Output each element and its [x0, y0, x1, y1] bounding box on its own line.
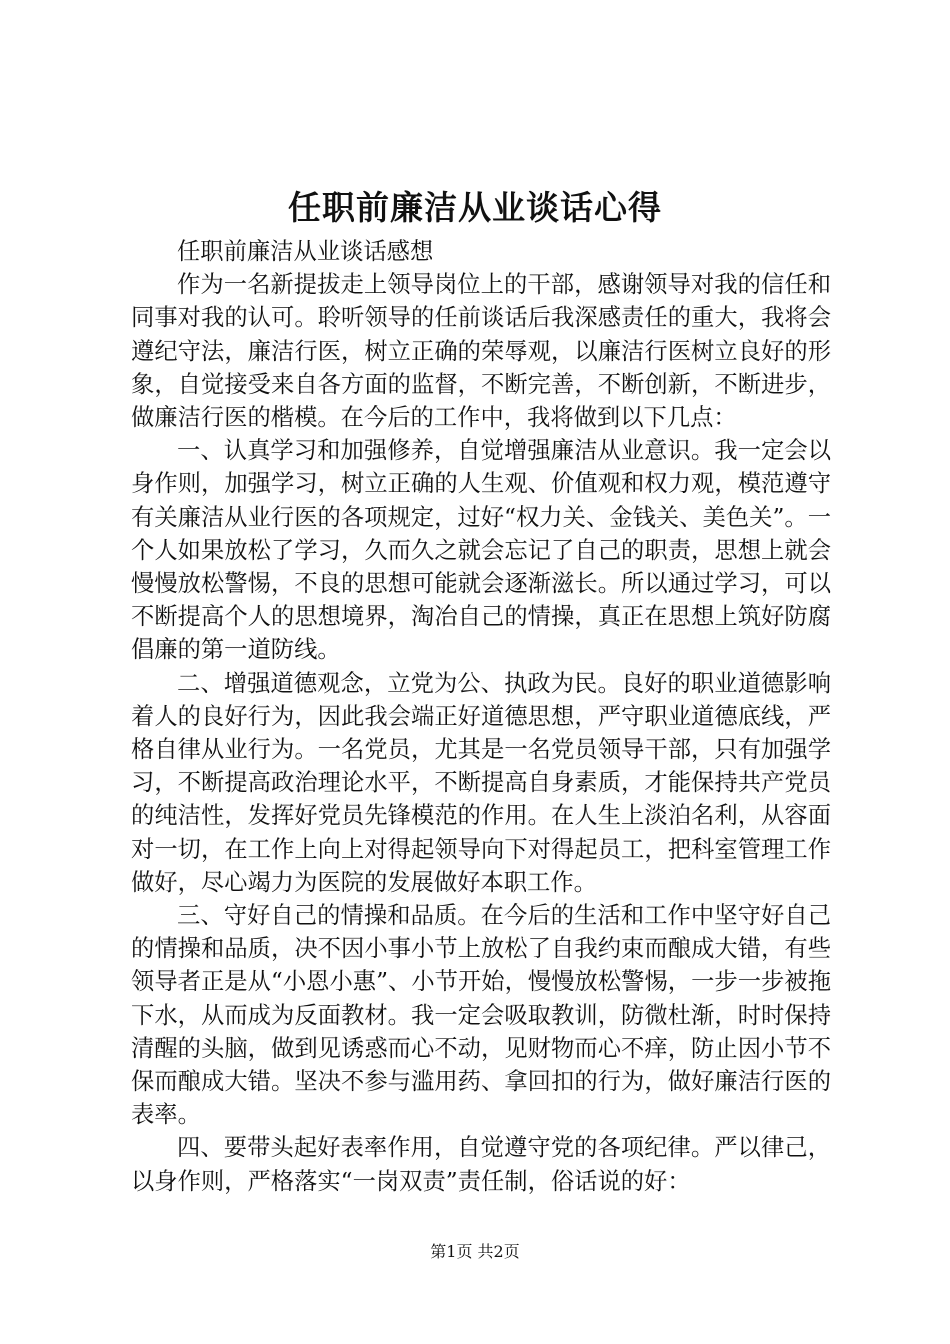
- paragraph-point-4: 四、要带头起好表率作用，自觉遵守党的各项纪律。严以律己，以身作则，严格落实“一岗双责”责任制，俗话说的好：: [131, 1134, 831, 1195]
- document-subtitle: 任职前廉洁从业谈话感想: [177, 238, 434, 265]
- document-title: 任职前廉洁从业谈话心得: [288, 188, 662, 227]
- paragraph-point-3: 三、守好自己的情操和品质。在今后的生活和工作中坚守好自己的情操和品质，决不因小事小节上放松了自我约束而酿成大错，有些领导者正是从“小恩小惠”、小节开始，慢慢放松警惕，一步一步被拖下水，从而成为反面教材。我一定会吸取教训，防微杜渐，时时保持清醒的头脑，做到见诱惑而心不动，见财物而心不痒，防止因小节不保而酿成大错。坚决不参与滥用药、拿回扣的行为，做好廉洁行医的表率。: [131, 902, 831, 1129]
- document-body: [131, 235, 831, 1198]
- page-footer: 第1页 共2页: [430, 1242, 520, 1261]
- paragraph-point-2: 二、增强道德观念，立党为公、执政为民。良好的职业道德影响着人的良好行为，因此我会端正好道德思想，严守职业道德底线，严格自律从业行为。一名党员，尤其是一名党员领导干部，只有加强学习，不断提高政治理论水平，不断提高自身素质，才能保持共产党员的纯洁性，发挥好党员先锋模范的作用。在人生上淡泊名利，从容面对一切，在工作上向上对得起领导向下对得起员工，把科室管理工作做好，尽心竭力为医院的发展做好本职工作。: [131, 669, 831, 896]
- paragraph-point-1: 一、认真学习和加强修养，自觉增强廉洁从业意识。我一定会以身作则，加强学习，树立正确的人生观、价值观和权力观，模范遵守有关廉洁从业行医的各项规定，过好“权力关、金钱关、美色关”。一个人如果放松了学习，久而久之就会忘记了自己的职责，思想上就会慢慢放松警惕，不良的思想可能就会逐渐滋长。所以通过学习，可以不断提高个人的思想境界，淘冶自己的情操，真正在思想上筑好防腐倡廉的第一道防线。: [131, 437, 831, 664]
- paragraph-intro: 作为一名新提拔走上领导岗位上的干部，感谢领导对我的信任和同事对我的认可。聆听领导的任前谈话后我深感责任的重大，我将会遵纪守法，廉洁行医，树立正确的荣辱观，以廉洁行医树立良好的形象，自觉接受来自各方面的监督，不断完善，不断创新，不断进步，做廉洁行医的楷模。在今后的工作中，我将做到以下几点：: [131, 271, 831, 432]
